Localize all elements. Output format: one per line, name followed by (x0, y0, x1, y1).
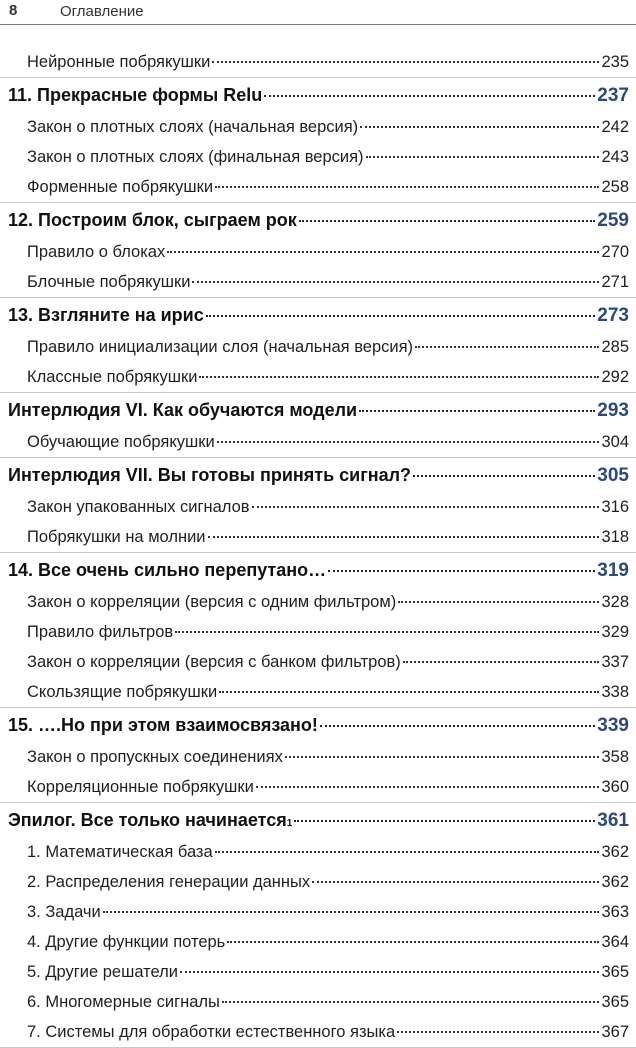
entry-label: Форменные побрякушки (27, 178, 214, 196)
entry-label: Скользящие побрякушки (27, 683, 218, 701)
toc-entry-row[interactable] (0, 267, 636, 297)
dot-leader (222, 1001, 600, 1003)
dot-leader (252, 506, 600, 508)
page-header (0, 0, 636, 25)
dot-leader (264, 95, 595, 97)
chapter-page-number: 361 (597, 810, 629, 831)
entry-label: Закон о пропускных соединениях (27, 748, 283, 766)
toc-entry-row[interactable] (0, 112, 636, 142)
entry-label: Закон о корреляции (версия с банком фильтров) (27, 653, 401, 671)
toc-section (0, 708, 636, 803)
entry-page-number: 364 (601, 933, 629, 951)
chapter-title: Интерлюдия VI. Как обучаются модели (8, 400, 358, 420)
dot-leader (103, 911, 600, 913)
entry-label: Побрякушки на молнии (27, 528, 206, 546)
dot-leader (217, 441, 600, 443)
chapter-page-number: 273 (597, 305, 629, 326)
chapter-title: 15. ….Но при этом взаимосвязано! (8, 715, 318, 735)
entry-label: 6. Многомерные сигналы (27, 993, 220, 1011)
entry-page-number: 316 (601, 498, 629, 516)
entry-label: Правило о блоках (27, 243, 166, 261)
dot-leader (167, 251, 599, 253)
toc-entry-row[interactable] (0, 617, 636, 647)
toc-section (0, 393, 636, 458)
dot-leader (256, 786, 600, 788)
toc-entry-row[interactable] (0, 677, 636, 707)
toc-chapter-row[interactable] (0, 78, 636, 112)
entry-page-number: 367 (601, 1023, 629, 1041)
entry-page-number: 270 (601, 243, 629, 261)
running-title: Оглавление (60, 3, 144, 20)
chapter-title: 13. Взгляните на ирис (8, 305, 204, 325)
dot-leader (215, 851, 600, 853)
entry-page-number: 365 (601, 993, 629, 1011)
entry-page-number: 285 (601, 338, 629, 356)
page-number: 8 (9, 2, 18, 19)
dot-leader (397, 1031, 599, 1033)
chapter-page-number: 293 (597, 400, 629, 421)
entry-page-number: 360 (601, 778, 629, 796)
dot-leader (320, 725, 595, 727)
entry-page-number: 338 (601, 683, 629, 701)
dot-leader (227, 941, 599, 943)
toc-entry-row[interactable] (0, 142, 636, 172)
toc-section (0, 553, 636, 708)
toc-chapter-row[interactable] (0, 553, 636, 587)
toc-entry-row[interactable] (0, 927, 636, 957)
chapter-page-number: 259 (597, 210, 629, 231)
toc-section (0, 78, 636, 203)
toc-entry-row[interactable] (0, 587, 636, 617)
toc-chapter-row[interactable]: Эпилог. Все только начинается 1 361 (0, 803, 636, 837)
dot-leader (219, 691, 599, 693)
dot-leader (175, 631, 599, 633)
entry-label: Обучающие побрякушки (27, 433, 215, 451)
toc-section (0, 803, 636, 1048)
dot-leader (215, 186, 599, 188)
entry-page-number: 337 (601, 653, 629, 671)
entry-label: Блочные побрякушки (27, 273, 191, 291)
entry-page-number: 242 (601, 118, 629, 136)
dot-leader (199, 376, 599, 378)
chapter-title: Интерлюдия VII. Вы готовы принять сигнал? (8, 465, 412, 485)
entry-page-number: 243 (601, 148, 629, 166)
entry-page-number: 358 (601, 748, 629, 766)
toc-entry-row[interactable] (0, 867, 636, 897)
toc-entry-row[interactable] (0, 47, 636, 77)
chapter-title: Эпилог. Все только начинается (8, 810, 287, 830)
entry-page-number: 292 (601, 368, 629, 386)
table-of-contents (0, 47, 636, 1048)
chapter-page-number: 305 (597, 465, 629, 486)
dot-leader (328, 570, 595, 572)
entry-label: Закон о плотных слоях (финальная версия) (27, 148, 364, 166)
chapter-title: 11. Прекрасные формы Relu (8, 85, 263, 105)
entry-page-number: 304 (601, 433, 629, 451)
toc-entry-row[interactable] (0, 837, 636, 867)
entry-page-number: 362 (601, 843, 629, 861)
entry-label: Правило инициализации слоя (начальная версия) (27, 338, 414, 356)
entry-page-number: 258 (601, 178, 629, 196)
toc-entry-row[interactable] (0, 897, 636, 927)
entry-label: 1. Математическая база (27, 843, 213, 861)
dot-leader (360, 126, 599, 128)
dot-leader (413, 475, 595, 477)
entry-label: 7. Системы для обработки естественного языка (27, 1023, 396, 1041)
toc-chapter-row[interactable] (0, 393, 636, 427)
entry-page-number: 362 (601, 873, 629, 891)
toc-entry-row[interactable] (0, 647, 636, 677)
toc-section (0, 458, 636, 553)
entry-page-number: 271 (601, 273, 629, 291)
entry-label: Закон о плотных слоях (начальная версия) (27, 118, 359, 136)
chapter-page-number: 339 (597, 715, 629, 736)
entry-page-number: 318 (601, 528, 629, 546)
chapter-page-number: 319 (597, 560, 629, 581)
toc-entry-row[interactable] (0, 987, 636, 1017)
chapter-page-number: 237 (597, 85, 629, 106)
entry-label: 3. Задачи (27, 903, 101, 921)
entry-page-number: 328 (601, 593, 629, 611)
toc-chapter-row[interactable] (0, 708, 636, 742)
entry-page-number: 329 (601, 623, 629, 641)
toc-section-intro (0, 47, 636, 78)
entry-label: Нейронные побрякушки (27, 53, 211, 71)
dot-leader (398, 601, 599, 603)
toc-entry-row[interactable] (0, 492, 636, 522)
toc-chapter-row[interactable] (0, 203, 636, 237)
dot-leader (403, 661, 600, 663)
entry-page-number: 365 (601, 963, 629, 981)
dot-leader (366, 156, 600, 158)
toc-entry-row[interactable] (0, 522, 636, 552)
entry-label: 4. Другие функции потерь (27, 933, 226, 951)
toc-chapter-row[interactable] (0, 458, 636, 492)
dot-leader (415, 346, 599, 348)
entry-label: 2. Распределения генерации данных (27, 873, 311, 891)
toc-entry-row[interactable] (0, 1017, 636, 1047)
toc-entry-row[interactable] (0, 172, 636, 202)
dot-leader (180, 971, 599, 973)
toc-section (0, 203, 636, 298)
chapter-title: 12. Построим блок, сыграем рок (8, 210, 297, 230)
entry-label: Правило фильтров (27, 623, 174, 641)
entry-label: Закон упакованных сигналов (27, 498, 250, 516)
entry-label: Закон о корреляции (версия с одним фильтром) (27, 593, 397, 611)
entry-page-number: 363 (601, 903, 629, 921)
chapter-title: 14. Все очень сильно перепутано… (8, 560, 327, 580)
dot-leader (359, 410, 595, 412)
entry-label: 5. Другие решатели (27, 963, 179, 981)
dot-leader (294, 820, 595, 822)
dot-leader (206, 315, 596, 317)
toc-entry-row[interactable] (0, 237, 636, 267)
toc-entry-row[interactable] (0, 332, 636, 362)
entry-label: Корреляционные побрякушки (27, 778, 254, 796)
toc-entry-row[interactable] (0, 772, 636, 802)
toc-entry-row[interactable] (0, 362, 636, 392)
entry-page-number: 235 (601, 53, 629, 71)
entry-label: Классные побрякушки (27, 368, 198, 386)
dot-leader (212, 61, 599, 63)
dot-leader (285, 756, 600, 758)
toc-chapter-row[interactable] (0, 298, 636, 332)
toc-entry-row[interactable] (0, 427, 636, 457)
dot-leader (299, 220, 596, 222)
toc-entry-row[interactable] (0, 957, 636, 987)
toc-section (0, 298, 636, 393)
dot-leader (208, 536, 600, 538)
dot-leader (192, 281, 599, 283)
toc-entry-row[interactable] (0, 742, 636, 772)
dot-leader (312, 881, 599, 883)
